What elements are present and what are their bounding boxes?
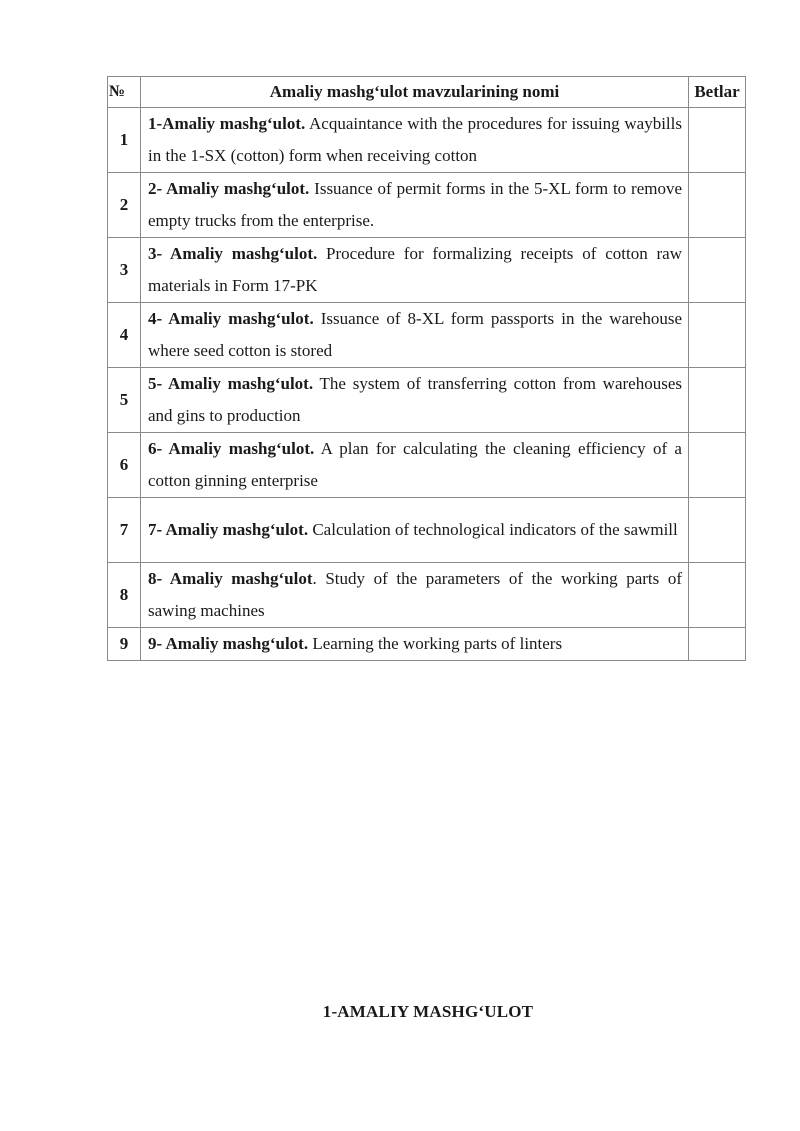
row-title-lead: 5- Amaliy mashg‘ulot. <box>148 374 314 393</box>
row-title-text: A plan for calculating the cleaning efficiency of a cotton ginning enterprise <box>148 439 682 490</box>
row-title-text: Calculation of technological indicators of the sawmill <box>308 520 678 539</box>
row-pages <box>689 173 746 238</box>
row-title-text: Issuance of permit forms in the 5-XL form to remove empty trucks from the enterprise. <box>148 179 683 230</box>
row-title-lead: 9- Amaliy mashg‘ulot. <box>148 634 309 653</box>
table-header-row <box>108 77 746 108</box>
row-title <box>141 498 689 563</box>
practical-lessons-table <box>107 76 746 661</box>
table-row <box>108 498 746 563</box>
row-title-text: Issuance of 8-XL form passports in the warehouse where seed cotton is stored <box>148 309 683 360</box>
row-pages <box>689 563 746 628</box>
row-title-text: Learning the working parts of linters <box>308 634 563 653</box>
row-number: 8 <box>108 563 141 628</box>
row-title-lead: 4- Amaliy mashg‘ulot. <box>148 309 314 328</box>
row-title <box>141 368 689 433</box>
row-number: 2 <box>108 173 141 238</box>
table-row <box>108 368 746 433</box>
row-pages <box>689 238 746 303</box>
row-number: 5 <box>108 368 141 433</box>
header-title: Amaliy mashg‘ulot mavzularining nomi <box>141 77 689 108</box>
row-pages <box>689 433 746 498</box>
row-title-lead: 6- Amaliy mashg‘ulot. <box>148 439 315 458</box>
row-title-text: Acquaintance with the procedures for issuing waybills in the 1-SX (cotton) form when receiving cotton <box>148 114 682 165</box>
row-title <box>141 238 689 303</box>
row-number: 4 <box>108 303 141 368</box>
table-row <box>108 563 746 628</box>
table-row <box>108 433 746 498</box>
row-number: 1 <box>108 108 141 173</box>
header-pages: Betlar <box>689 77 746 108</box>
row-number: 6 <box>108 433 141 498</box>
row-pages <box>689 303 746 368</box>
table-row <box>108 628 746 661</box>
row-title-lead: 3- Amaliy mashg‘ulot. <box>148 244 318 263</box>
header-number: № <box>108 77 141 108</box>
row-number: 9 <box>108 628 141 661</box>
row-pages <box>689 628 746 661</box>
table-row <box>108 108 746 173</box>
row-title <box>141 173 689 238</box>
section-heading: 1-AMALIY MASHG‘ULOT <box>322 1002 534 1021</box>
table-row <box>108 173 746 238</box>
row-number: 7 <box>108 498 141 563</box>
row-title-lead: 7- Amaliy mashg‘ulot. <box>148 520 309 539</box>
row-title <box>141 108 689 173</box>
row-title-lead: 1-Amaliy mashg‘ulot. <box>148 114 306 133</box>
row-title <box>141 563 689 628</box>
row-title <box>141 433 689 498</box>
row-title-text: . Study of the parameters of the working parts of sawing machines <box>148 569 682 620</box>
row-pages <box>689 108 746 173</box>
row-title-lead: 2- Amaliy mashg‘ulot. <box>148 179 310 198</box>
row-title-text: The system of transferring cotton from warehouses and gins to production <box>148 374 682 425</box>
row-title <box>141 628 689 661</box>
table-row <box>108 303 746 368</box>
row-number: 3 <box>108 238 141 303</box>
row-pages <box>689 368 746 433</box>
row-title-text: Procedure for formalizing receipts of cotton raw materials in Form 17-PK <box>148 244 682 295</box>
row-title-lead: 8- Amaliy mashg‘ulot <box>148 569 313 588</box>
row-pages <box>689 498 746 563</box>
row-title <box>141 303 689 368</box>
table-row <box>108 238 746 303</box>
